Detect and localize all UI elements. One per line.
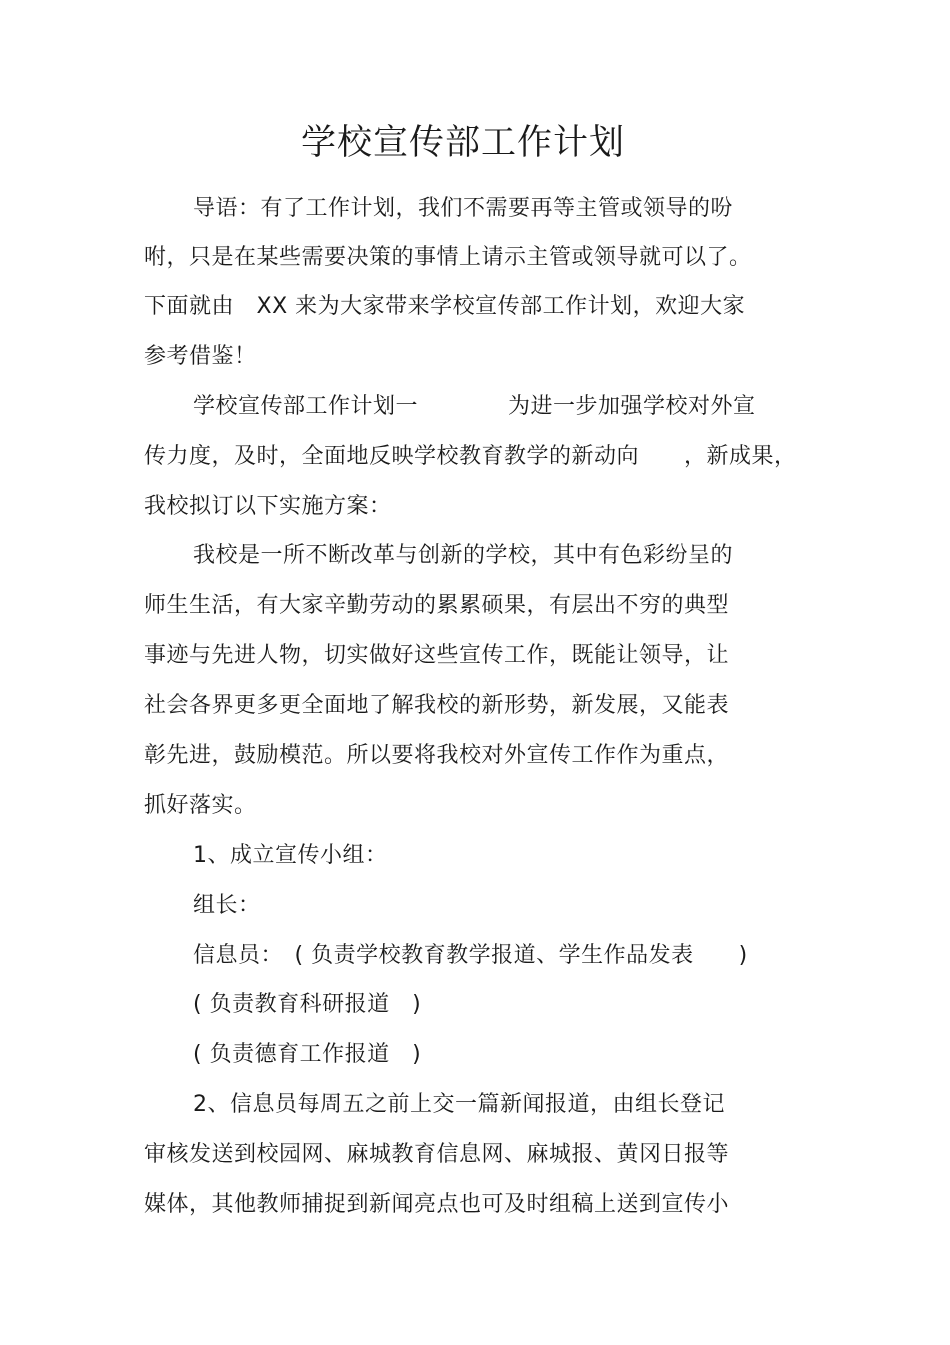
paragraph-line: 下面就由 XX 来为大家带来学校宣传部工作计划，欢迎大家 [144, 294, 746, 319]
paragraph-line: 事迹与先进人物，切实做好这些宣传工作，既能让领导，让 [144, 643, 730, 668]
paragraph-line: 我校是一所不断改革与创新的学校，其中有色彩纷呈的 [193, 543, 734, 568]
paragraph-line: 抓好落实。 [144, 793, 257, 818]
list-item: ( 负责德育工作报道 ) [193, 1042, 422, 1067]
document-title: 学校宣传部工作计划 [300, 123, 625, 163]
paragraph-line: 我校拟订以下实施方案： [144, 494, 392, 519]
paragraph-line: 社会各界更多更全面地了解我校的新形势，新发展，又能表 [144, 693, 730, 718]
paragraph-line: 彰先进，鼓励模范。所以要将我校对外宣传工作作为重点， [144, 743, 730, 768]
paragraph-line: 审核发送到校园网、麻城教育信息网、麻城报、黄冈日报等 [144, 1142, 730, 1167]
paragraph-line: 咐，只是在某些需要决策的事情上请示主管或领导就可以了。 [144, 245, 752, 270]
list-item: 组长： [193, 893, 261, 918]
list-heading: 1、成立宣传小组： [193, 843, 388, 868]
list-item: 信息员： ( 负责学校教育教学报道、学生作品发表 ) [193, 943, 748, 968]
paragraph-line: 传力度，及时，全面地反映学校教育教学的新动向 ，新成果， [144, 444, 797, 469]
paragraph-line: 师生生活，有大家辛勤劳动的累累硕果，有层出不穷的典型 [144, 593, 730, 618]
paragraph-line: 参考借鉴！ [144, 344, 257, 369]
paragraph-line: 学校宣传部工作计划一 为进一步加强学校对外宣 [193, 394, 756, 419]
paragraph-line: 导语：有了工作计划，我们不需要再等主管或领导的吩 [193, 196, 734, 221]
paragraph-line: 2、信息员每周五之前上交一篇新闻报道，由组长登记 [193, 1092, 725, 1117]
list-item: ( 负责教育科研报道 ) [193, 992, 422, 1017]
paragraph-line: 媒体，其他教师捕捉到新闻亮点也可及时组稿上送到宣传小 [144, 1192, 730, 1217]
